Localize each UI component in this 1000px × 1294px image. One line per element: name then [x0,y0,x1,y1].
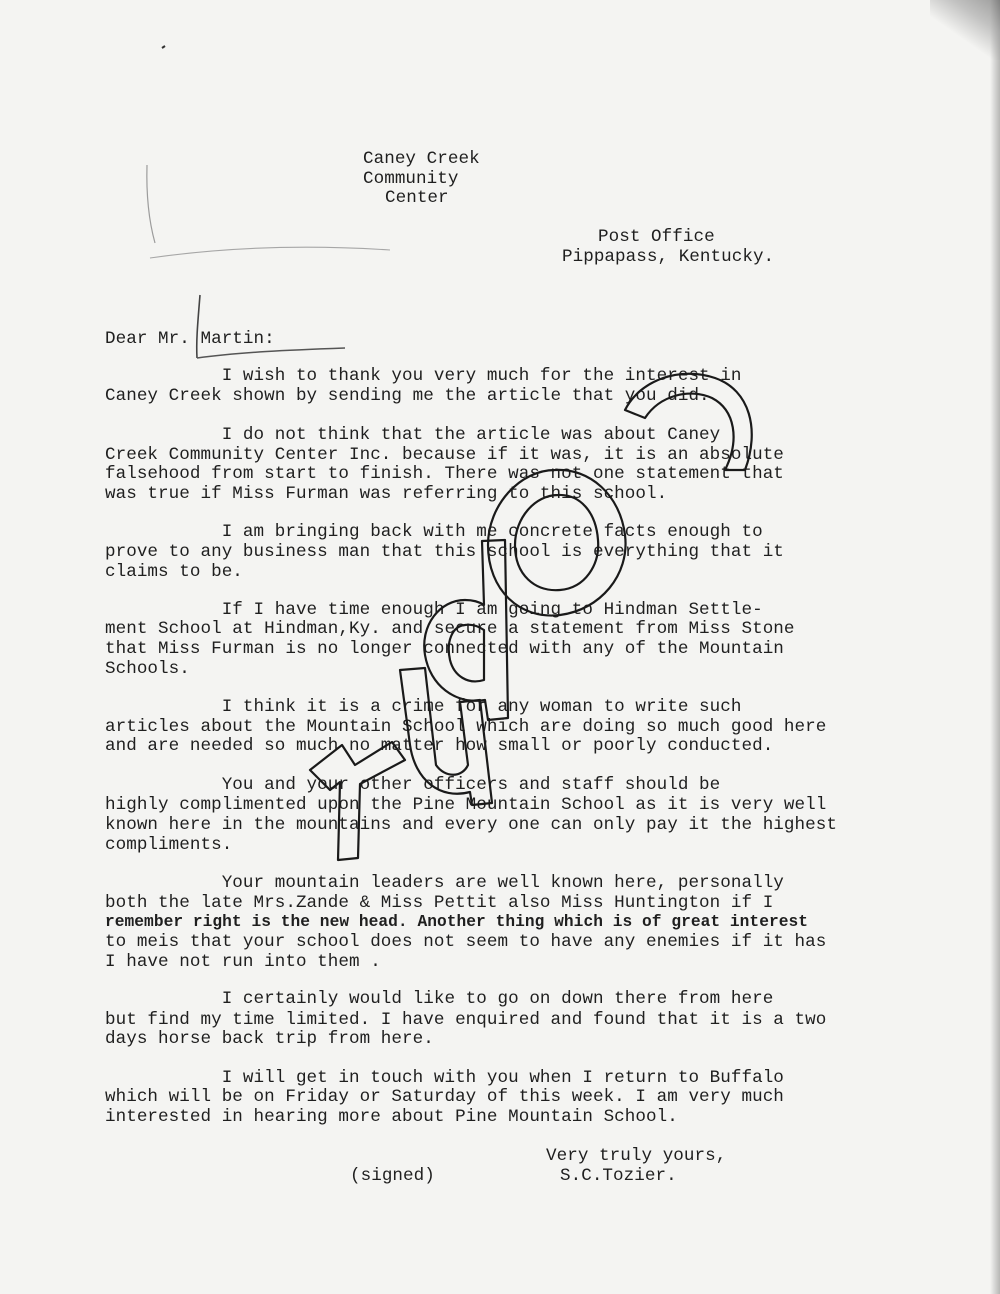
address-line1: Post Office [598,227,715,247]
address-line2: Pippapass, Kentucky. [562,247,775,267]
body-line: both the late Mrs.Zande & Miss Pettit also Miss Huntington if I [105,893,774,913]
body-line: highly complimented upon the Pine Mountain School as it is very well [105,795,827,815]
body-line: to meis that your school does not seem to have any enemies if it has [105,932,827,952]
body-line: prove to any business man that this school is everything that it [105,542,784,562]
body-line: Caney Creek shown by sending me the article that you did. [105,386,710,406]
body-line: that Miss Furman is no longer connected with any of the Mountain [105,639,784,659]
body-line: remember right is the new head. Another thing which is of great interest [105,913,809,931]
body-line: compliments. [105,835,233,855]
body-line: claims to be. [105,562,243,582]
body-line: known here in the mountains and every one can only pay it the highest [105,815,837,835]
signed-note: (signed) [350,1166,435,1186]
valediction: Very truly yours, [546,1146,727,1166]
org-name-line3: Center [385,188,449,208]
body-line: I certainly would like to go on down there from here [105,989,774,1009]
body-line: I do not think that the article was about Caney [105,425,721,445]
body-line: I wish to thank you very much for the interest in [105,366,742,386]
body-line: was true if Miss Furman was referring to this school. [105,484,668,504]
body-line: interested in hearing more about Pine Mountain School. [105,1107,678,1127]
body-line: Schools. [105,659,190,679]
body-line: falsehood from start to finish. There was not one statement that [105,464,784,484]
signer-name: S.C.Tozier. [560,1166,677,1186]
body-line: articles about the Mountain School which are doing so much good here [105,717,827,737]
page-edge-shadow [990,0,1000,1294]
body-line: which will be on Friday or Saturday of this week. I am very much [105,1087,784,1107]
body-line: I am bringing back with me concrete facts enough to [105,522,763,542]
org-name-line1: Caney Creek [363,149,480,169]
body-line: days horse back trip from here. [105,1029,434,1049]
body-line: You and your other officers and staff should be [105,775,721,795]
body-line: and are needed so much no matter how small or poorly conducted. [105,736,774,756]
body-line: If I have time enough I am going to Hindman Settle- [105,600,763,620]
page-fold-corner [930,0,1000,60]
org-name-line2: Community [363,169,459,189]
body-line: Your mountain leaders are well known here, personally [105,873,784,893]
salutation: Dear Mr. Martin: [105,329,275,349]
body-line: Creek Community Center Inc. because if it was, it is an absolute [105,445,784,465]
body-line: but find my time limited. I have enquired and found that it is a two [105,1010,827,1030]
body-line: I will get in touch with you when I return to Buffalo [105,1068,784,1088]
body-line: I have not run into them . [105,952,381,972]
body-line: I think it is a crime for any woman to write such [105,697,742,717]
body-line: ment School at Hindman,Ky. and secure a statement from Miss Stone [105,619,795,639]
